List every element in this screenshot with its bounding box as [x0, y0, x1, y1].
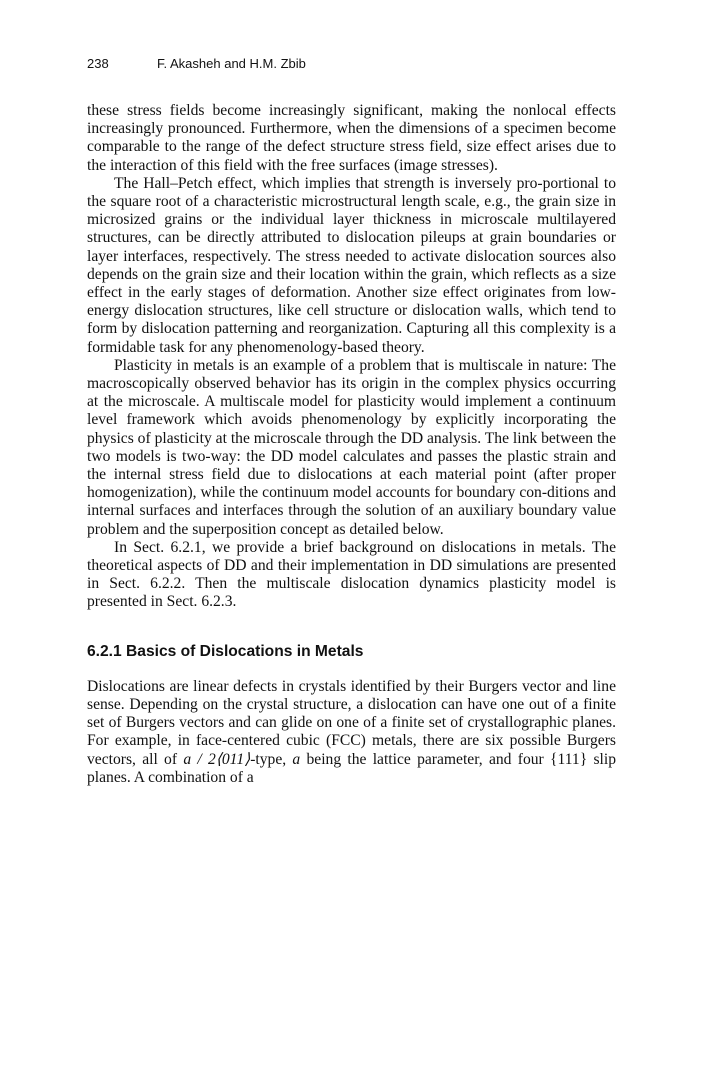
section-text-4: slip planes. A combination of a: [87, 750, 617, 786]
section-text-3: being the lattice parameter, and four: [300, 750, 550, 768]
section-text-1: Dislocations are linear defects in crystals identified by their Burgers vector and line sense. Depending on the crystal structure, a dislocation can have one out of a finite set of Burgers vectors and can glide on one of a finite set of crystallographic planes. For example, in face-centered cubic (FCC) metals, there are six possible Burgers vectors, all of: [87, 677, 616, 768]
paragraph-2: The Hall–Petch effect, which implies that strength is inversely pro-portional to the square root of a characteristic microstructural length scale, e.g., the grain size in microsized grains or the individual layer thickness in microscale multilayered structures, can be directly attributed to dislocation pileups at grain boundaries or layer interfaces, respectively. The stress needed to activate dislocation sources also depends on the grain size and their location within the grain, which reflects as a size effect in the early stages of deformation. Another size effect originates from low-energy dislocation structures, like cell structure or dislocation walls, which tend to form by dislocation patterning and reorganization. Capturing all this complexity is a formidable task for any phenomenology-based theory.: [87, 174, 616, 356]
section-paragraph: [87, 678, 616, 787]
page-number: 238: [87, 56, 109, 71]
lattice-parameter-symbol: a: [292, 750, 301, 768]
paragraph-4: In Sect. 6.2.1, we provide a brief background on dislocations in metals. The theoretical aspects of DD and their implementation in DD simulations are presented in Sect. 6.2.2. Then the multiscale dislocation dynamics plasticity model is presented in Sect. 6.2.3.: [87, 538, 616, 611]
body-text: [87, 102, 616, 787]
section-text-2: -type,: [250, 750, 293, 768]
paragraph-3: Plasticity in metals is an example of a problem that is multiscale in nature: The macroscopically observed behavior has its origin in the complex physics occurring at the microscale. A multiscale model for plasticity would implement a continuum level framework which avoids phenomenology by explicitly incorporating the physics of plasticity at the microscale through the DD analysis. The link between the two models is two-way: the DD model calculates and passes the plastic strain and the internal stress field due to dislocations at each material point (after proper homogenization), while the continuum model accounts for boundary con-ditions and internal surfaces and interfaces through the solution of an auxiliary boundary value problem and the superposition concept as detailed below.: [87, 356, 616, 538]
running-head-authors: F. Akasheh and H.M. Zbib: [157, 56, 306, 71]
section-heading: 6.2.1 Basics of Dislocations in Metals: [87, 642, 364, 660]
slip-planes-math: {111}: [550, 750, 588, 768]
burgers-vector-math: a / 2⟨011⟩: [183, 750, 251, 768]
page: [87, 56, 616, 787]
paragraph-1: these stress fields become increasingly significant, making the nonlocal effects increasingly pronounced. Furthermore, when the dimensions of a specimen become comparable to the range of the defect structure stress field, size effect arises due to the interaction of this field with the free surfaces (image stresses).: [87, 102, 616, 174]
running-head: [87, 56, 616, 76]
